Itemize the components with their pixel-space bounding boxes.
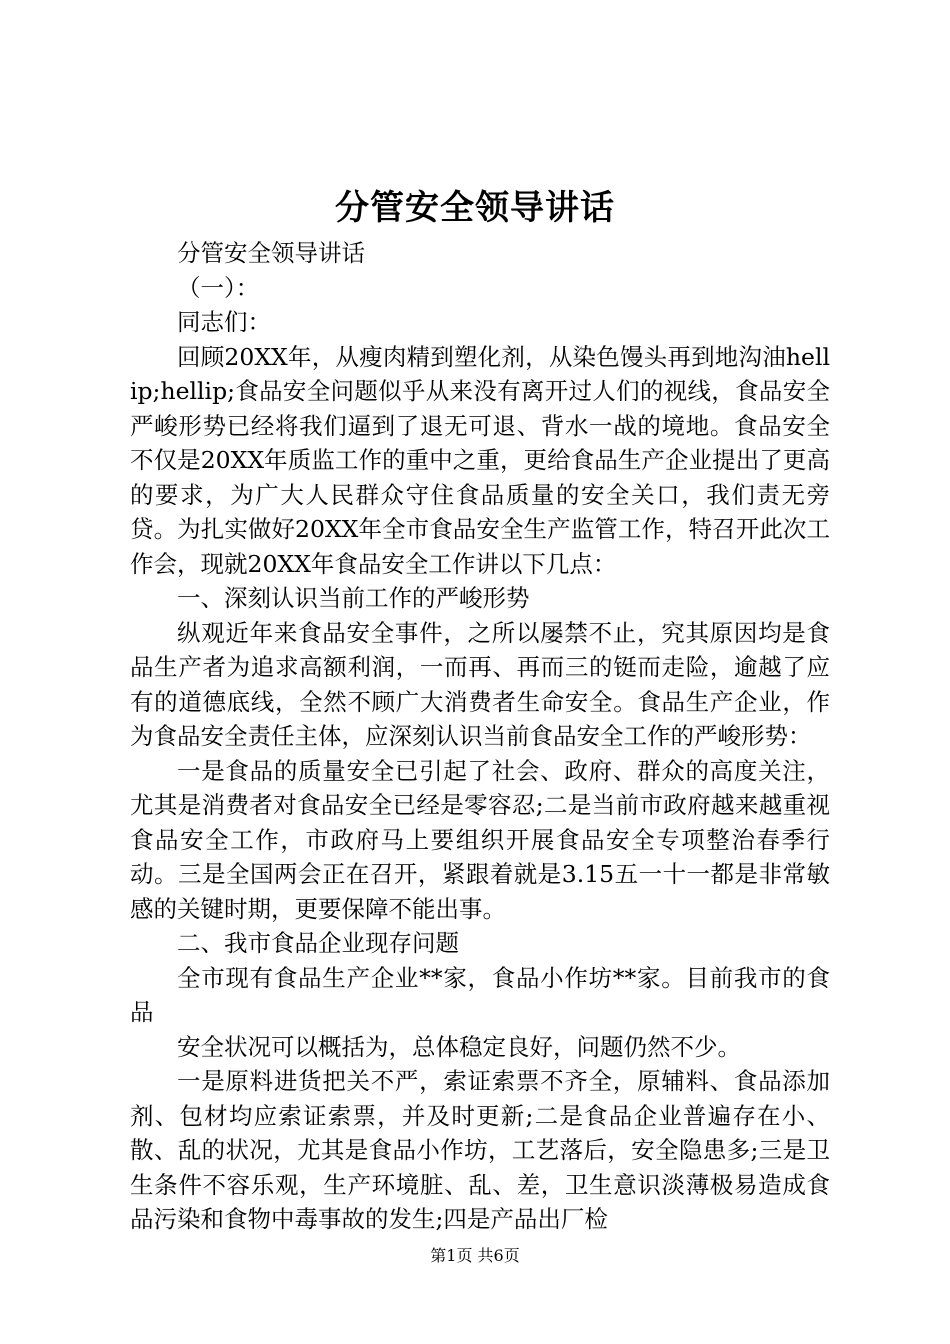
section-heading-2: 二、我市食品企业现存问题 <box>177 929 459 957</box>
paragraph-enterprise-count: 全市现有食品生产企业**家，食品小作坊**家。目前我市的食品 <box>130 963 830 1026</box>
paragraph-review: 回顾20XX年，从瘦肉精到塑化剂，从染色馒头再到地沟油hellip;hellip;食品安全问题似乎从来没有离开过人们的视线，食品安全严峻形势已经将我们逼到了退无可退、背水一战的境地。食品安全不仅是20XX年质监工作的重中之重，更给食品生产企业提出了更高的要求，为广大人民群众守住食品质量的安全关口，我们责无旁贷。为扎实做好20XX年全市食品安全生产监管工作，特召开此次工作会，现就20XX年食品安全工作讲以下几点： <box>130 342 830 578</box>
section-heading-1: 一、深刻认识当前工作的严峻形势 <box>177 584 530 612</box>
paragraph-problems: 一是原料进货把关不严，索证索票不齐全，原辅料、食品添加剂、包材均应索证索票，并及时更新;二是食品企业普遍存在小、散、乱的状况，尤其是食品小作坊，工艺落后，安全隐患多;三是卫生条件不容乐观，生产环境脏、乱、差，卫生意识淡薄极易造成食品污染和食物中毒事故的发生;四是产品出厂检 <box>130 1067 830 1233</box>
page-footer: 第1页 共6页 <box>430 1246 520 1265</box>
paragraph-overview: 纵观近年来食品安全事件，之所以屡禁不止，究其原因均是食品生产者为追求高额利润，一而再、再而三的铤而走险，逾越了应有的道德底线，全然不顾广大消费者生命安全。食品生产企业，作为食品安全责任主体，应深刻认识当前食品安全工作的严峻形势： <box>130 618 830 750</box>
document-title: 分管安全领导讲话 <box>335 188 615 228</box>
document-body <box>130 236 830 1237</box>
paragraph-points: 一是食品的质量安全已引起了社会、政府、群众的高度关注，尤其是消费者对食品安全已经是零容忍;二是当前市政府越来越重视食品安全工作，市政府马上要组织开展食品安全专项整治春季行动。三是全国两会正在召开，紧跟着就是3.15五一十一都是非常敏感的关键时期，更要保障不能出事。 <box>130 756 830 923</box>
paragraph-salutation: 同志们： <box>177 308 271 336</box>
paragraph-heading-repeat: 分管安全领导讲话 <box>177 239 365 267</box>
paragraph-status: 安全状况可以概括为，总体稳定良好，问题仍然不少。 <box>177 1032 741 1061</box>
paragraph-section-number: （一）： <box>177 273 260 302</box>
